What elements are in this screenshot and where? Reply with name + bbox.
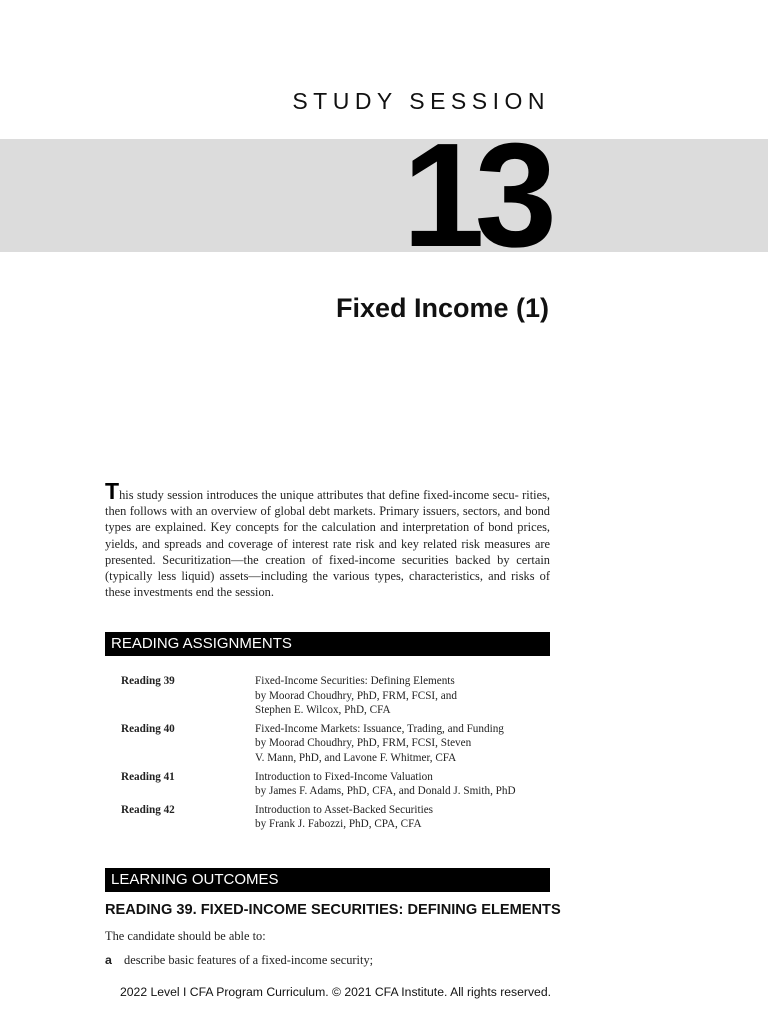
intro-line: rities, then follows with an overview of global debt markets. Primary issuers, sectors, <box>105 488 550 519</box>
intro-line: by certain (typically less liquid) assets—including the various types, characteristics, <box>105 552 550 584</box>
reading-line: by Moorad Choudhry, PhD, FRM, FCSI, Steven <box>255 737 472 750</box>
intro-line: his study session introduces the unique attributes that define fixed-income secu- <box>119 488 519 502</box>
reading-description <box>255 674 457 718</box>
reading-line: Fixed-Income Markets: Issuance, Trading, and Funding <box>255 722 504 735</box>
intro-line: bond prices, yields, and spreads and coverage of interest rate risk and key related risk <box>105 520 550 551</box>
reading-description <box>255 803 433 832</box>
learning-outcome-item <box>105 953 373 968</box>
reading-line: by Moorad Choudhry, PhD, FRM, FCSI, and <box>255 689 457 702</box>
learning-outcomes-heading: LEARNING OUTCOMES <box>105 868 550 892</box>
reading-description <box>255 770 516 799</box>
reading-number: Reading 42 <box>121 803 175 816</box>
reading-number: Reading 41 <box>121 770 175 783</box>
intro-line: and bond types are explained. Key concepts for the calculation and interpretation of <box>105 504 550 535</box>
reading-line: V. Mann, PhD, and Lavone F. Whitmer, CFA <box>255 751 457 764</box>
session-title: Fixed Income (1) <box>335 293 549 323</box>
reading-number: Reading 40 <box>121 722 175 735</box>
reading-number: Reading 39 <box>121 675 175 687</box>
reading-assignments-heading: READING ASSIGNMENTS <box>105 632 550 656</box>
reading-line: by James F. Adams, PhD, CFA, and Donald J. Smith, PhD <box>255 785 516 798</box>
drop-cap: T <box>105 478 120 504</box>
reading-item <box>121 674 551 718</box>
copyright-footer: 2022 Level I CFA Program Curriculum. © 2021 CFA Institute. All rights reserved. <box>120 985 551 999</box>
session-number: 13 <box>402 113 547 278</box>
reading-item <box>121 770 551 799</box>
intro-line: measures are presented. Securitization—the creation of fixed-income securities backed <box>105 536 550 567</box>
reading-line: Introduction to Fixed-Income Valuation <box>255 770 433 783</box>
reading-line: Fixed-Income Securities: Defining Elements <box>255 675 455 687</box>
outcome-letter: a <box>105 953 112 967</box>
intro-line: and risks of these investments end the session. <box>105 569 550 600</box>
reading-line: Introduction to Asset-Backed Securities <box>255 803 434 816</box>
reading-line: Stephen E. Wilcox, PhD, CFA <box>255 704 391 717</box>
intro-paragraph <box>105 478 550 600</box>
reading-39-heading: READING 39. FIXED-INCOME SECURITIES: DEFINING ELEMENTS <box>105 902 561 918</box>
title-band <box>0 139 768 252</box>
candidate-intro: The candidate should be able to: <box>105 929 266 943</box>
reading-item <box>121 722 551 766</box>
reading-list <box>121 674 551 836</box>
session-label: STUDY SESSION <box>292 88 550 114</box>
reading-line: by Frank J. Fabozzi, PhD, CPA, CFA <box>255 818 422 831</box>
reading-item <box>121 803 551 832</box>
reading-description <box>255 722 504 766</box>
outcome-text: describe basic features of a fixed-income security; <box>124 953 374 967</box>
